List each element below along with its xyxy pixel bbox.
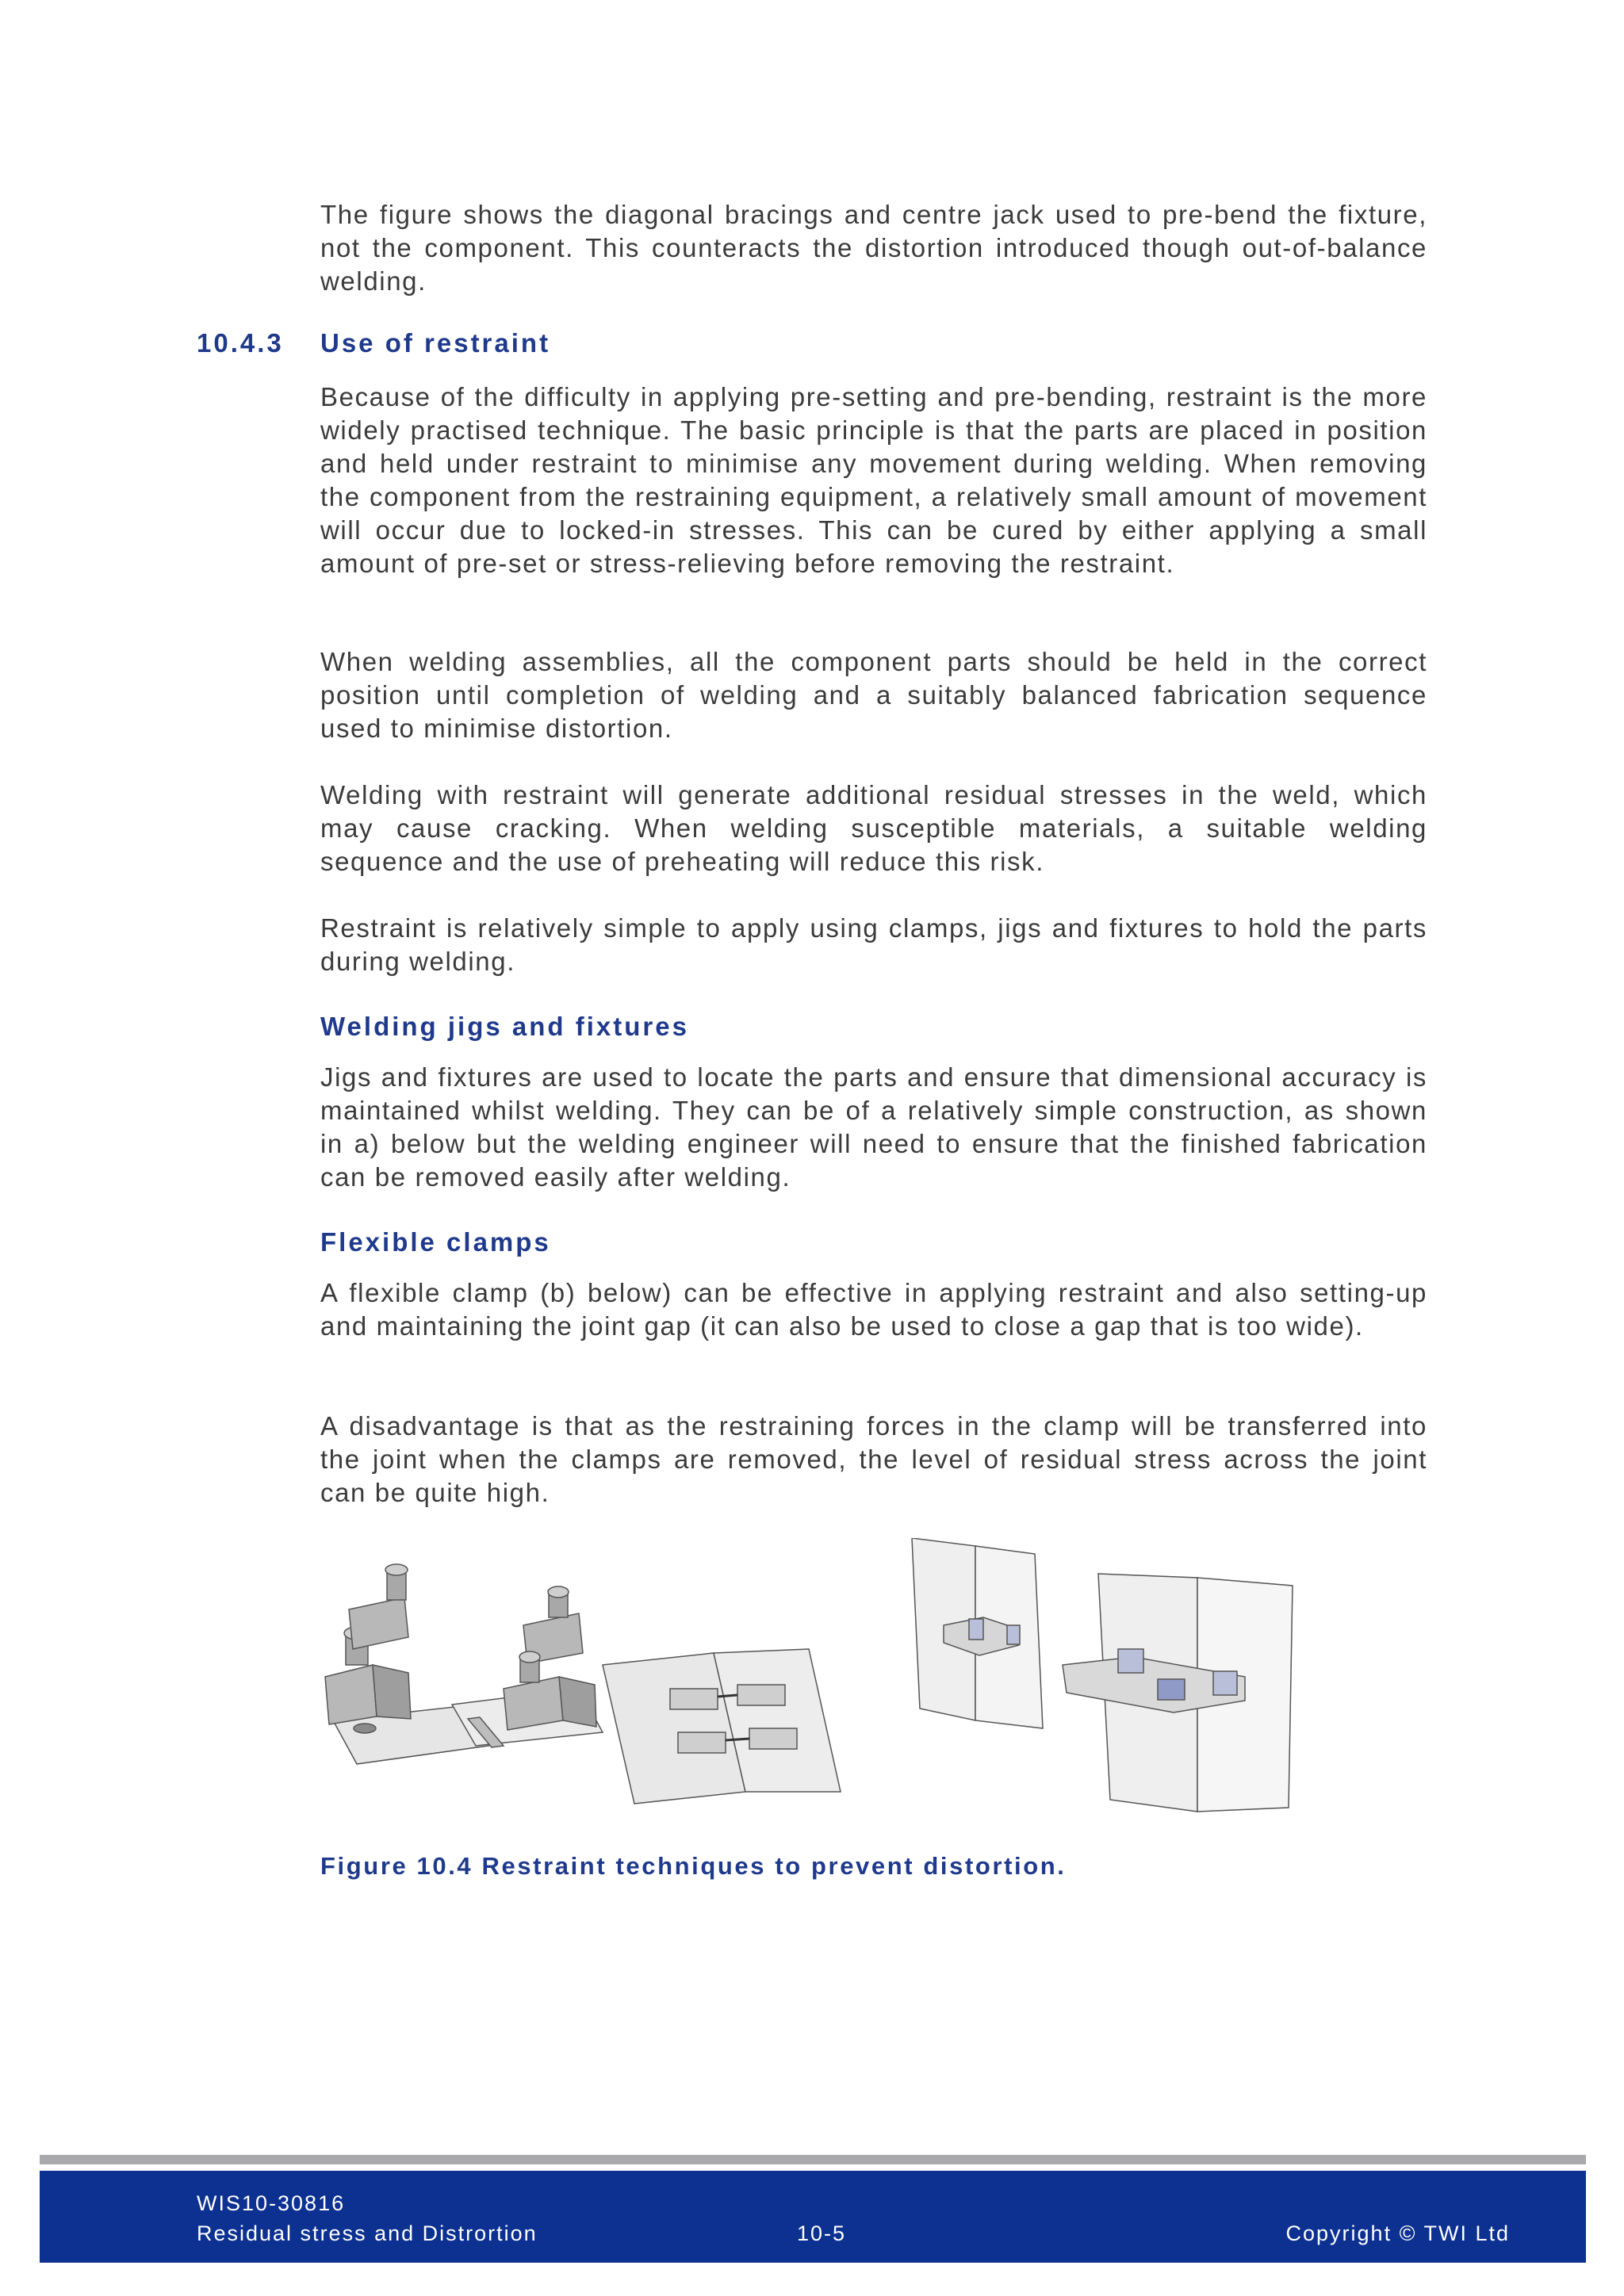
jig-fixture-illustration [325, 1564, 603, 1764]
page-footer [40, 2171, 1586, 2263]
intro-paragraph: The figure shows the diagonal bracings and centre jack used to pre-bend the fixture, not the component. This counteracts the distortion introduced though out-of-balance welding. [320, 200, 1427, 296]
flexible-clamp-small-illustration [912, 1538, 1043, 1728]
figure-caption: Figure 10.4 Restraint techniques to prevent distortion. [320, 1852, 1067, 1880]
footer-divider [40, 2155, 1586, 2164]
tacked-plates-illustration [603, 1649, 841, 1804]
clamps-heading: Flexible clamps [320, 1227, 551, 1257]
restraint-paragraph-3: Welding with restraint will generate additional residual stresses in the weld, which may cause cracking. When welding susceptible materials, a suitable welding sequence and the use of preheating will reduce this risk. [320, 780, 1427, 876]
flexible-clamp-large-illustration [1063, 1574, 1293, 1812]
section-heading [197, 328, 550, 358]
clamps-paragraph-2: A disadvantage is that as the restraining forces in the clamp will be transferred into the joint when the clamps are removed, the level of residual stress across the joint can be quite high. [320, 1411, 1427, 1507]
section-number: 10.4.3 [197, 328, 284, 358]
jigs-paragraph: Jigs and fixtures are used to locate the parts and ensure that dimensional accuracy is maintained whilst welding. They can be of a relatively simple construction, as shown in a) below but the welding engineer will need to ensure that the finished fabrication can be removed easily after welding. [320, 1062, 1427, 1192]
jigs-heading: Welding jigs and fixtures [320, 1012, 689, 1041]
footer-page-number: 10-5 [797, 2221, 847, 2245]
restraint-figure [317, 1538, 1348, 1839]
restraint-paragraph-4: Restraint is relatively simple to apply using clamps, jigs and fixtures to hold the parts during welding. [320, 913, 1427, 976]
footer-doc-title: Residual stress and Distrortion [197, 2221, 538, 2245]
footer-copyright: Copyright © TWI Ltd [1285, 2221, 1510, 2245]
restraint-paragraph-2: When welding assemblies, all the component parts should be held in the correct position until completion of welding and a suitably balanced fabrication sequence used to minimise distortion. [320, 647, 1427, 743]
clamps-paragraph-1: A flexible clamp (b) below) can be effective in applying restraint and also setting-up and maintaining the joint gap (it can also be used to close a gap that is too wide). [320, 1278, 1427, 1341]
restraint-paragraph-1: Because of the difficulty in applying pre-setting and pre-bending, restraint is the more widely practised technique. The basic principle is that the parts are placed in position and held under restraint to minimise any movement during welding. When removing the component from the restraining equipment, a relatively small amount of movement will occur due to locked-in stresses. This can be cured by either applying a small amount of pre-set or stress-relieving before removing the restraint. [320, 382, 1427, 578]
footer-doc-id: WIS10-30816 [197, 2191, 346, 2215]
section-title: Use of restraint [320, 328, 551, 358]
